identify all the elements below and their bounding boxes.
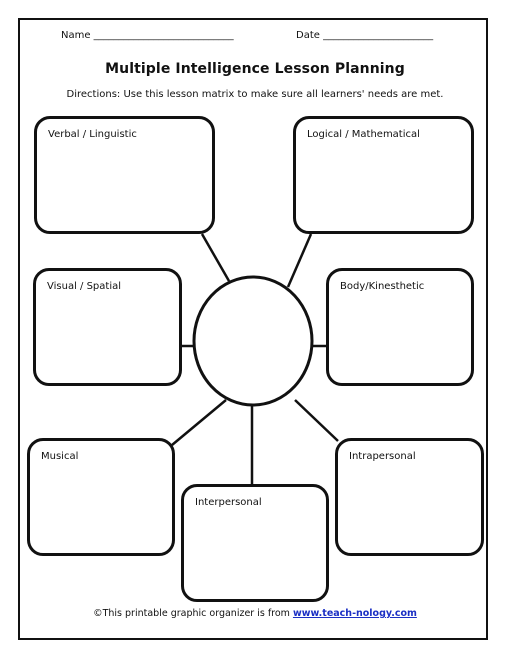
box-logical-mathematical[interactable] [293, 116, 474, 234]
box-label: Logical / Mathematical [307, 129, 420, 140]
box-interpersonal[interactable] [181, 484, 329, 602]
box-body-kinesthetic[interactable] [326, 268, 474, 386]
directions-text: Directions: Use this lesson matrix to make sure all learners' needs are met. [66, 89, 444, 100]
box-label: Visual / Spatial [47, 281, 122, 292]
box-label: Musical [41, 451, 79, 462]
box-label: Verbal / Linguistic [48, 129, 137, 140]
box-intrapersonal[interactable] [335, 438, 484, 556]
box-musical[interactable] [27, 438, 175, 556]
connector-verbal [202, 234, 229, 281]
footer-link[interactable]: www.teach-nology.com [292, 608, 417, 619]
connector-intrapersonal [295, 400, 338, 441]
center-circle[interactable] [194, 277, 312, 405]
connector-musical [172, 400, 226, 445]
footer-text: ©This printable graphic organizer is from [93, 608, 293, 619]
date-field[interactable]: Date ______________________ [296, 30, 434, 41]
box-verbal-linguistic[interactable] [34, 116, 215, 234]
page-title: Multiple Intelligence Lesson Planning [105, 61, 405, 77]
connector-logical [288, 234, 311, 287]
box-label: Interpersonal [195, 497, 262, 508]
box-visual-spatial[interactable] [33, 268, 182, 386]
box-label: Body/Kinesthetic [340, 281, 425, 292]
footer [0, 608, 510, 619]
box-label: Intrapersonal [349, 451, 416, 462]
name-field[interactable]: Name ____________________________ [61, 30, 234, 41]
